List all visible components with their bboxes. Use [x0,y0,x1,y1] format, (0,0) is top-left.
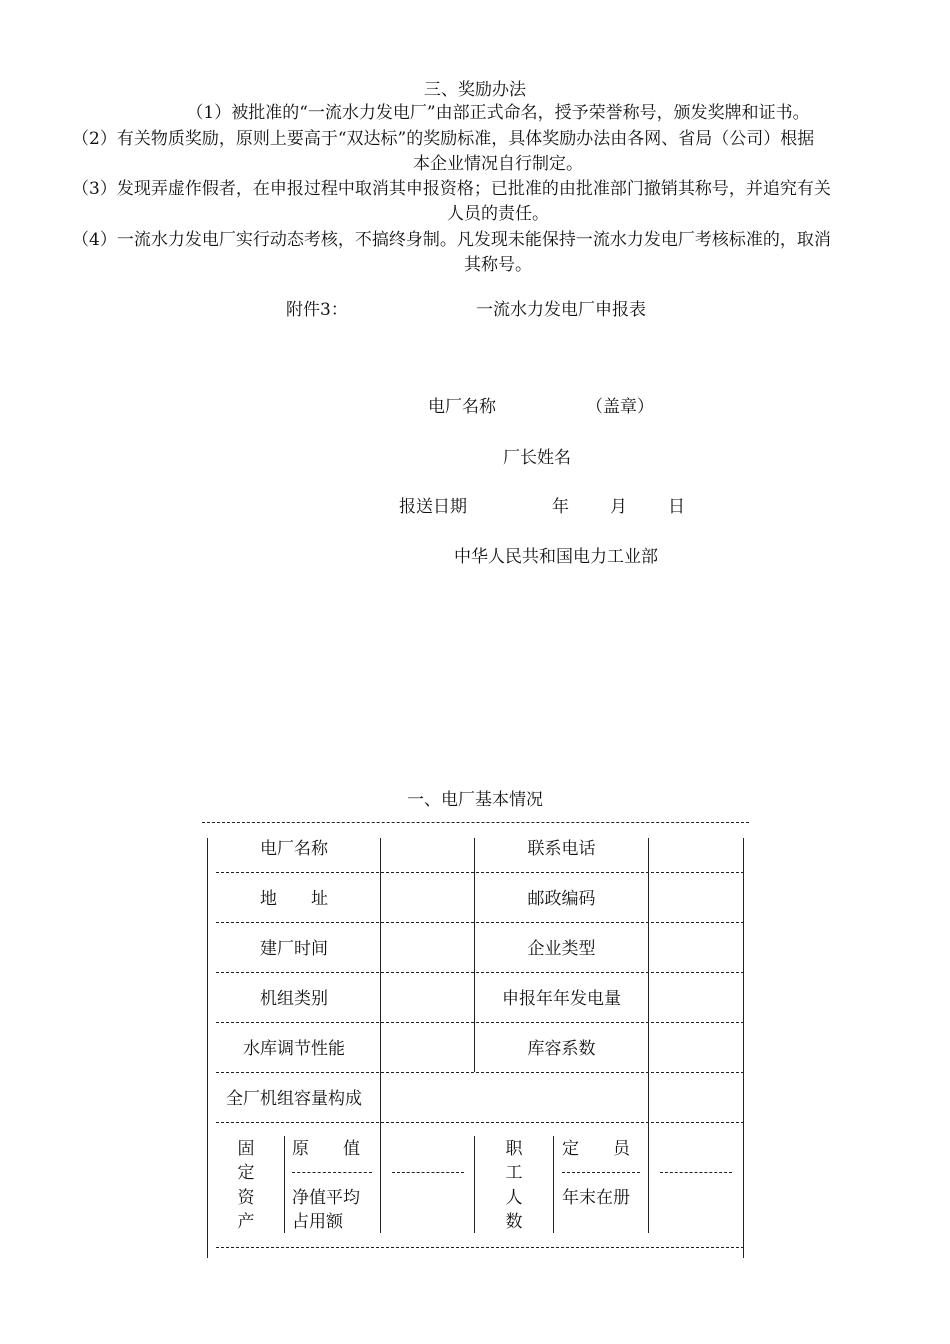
original-value-cell: 原 值 [292,1139,360,1159]
row-divider [216,922,744,923]
annual-generation-cell: 申报年年发电量 [502,989,621,1009]
year-label: 年 [552,497,569,517]
seal-label: （盖章） [586,397,654,417]
staff-char: 数 [505,1212,523,1232]
director-label: 厂长姓名 [503,448,571,468]
attachment-title: 一流水力发电厂申报表 [476,300,646,320]
col-divider [648,838,649,1233]
asset-divider [392,1172,464,1173]
staff-char: 人 [505,1188,523,1208]
fixed-assets-char: 定 [237,1163,255,1183]
attachment-label: 附件3： [286,300,348,320]
row-divider [216,1072,744,1073]
date-label: 报送日期 [399,497,467,517]
row-divider [216,1122,744,1123]
asset-divider [292,1172,372,1173]
staff-divider [562,1172,640,1173]
year-end-cell: 年末在册 [562,1188,630,1208]
phone-cell: 联系电话 [527,839,596,859]
section-heading: 三、奖励办法 [424,80,526,100]
staff-char: 工 [505,1163,523,1183]
table-title: 一、电厂基本情况 [407,790,543,810]
quota-cell: 定 员 [562,1139,630,1159]
staff-col-divider [553,1136,554,1233]
item-1 [72,101,924,126]
plant-name-cell: 电厂名称 [260,839,328,859]
enterprise-type-cell: 企业类型 [527,939,596,959]
col-divider [380,838,381,1233]
storage-coefficient-cell: 库容系数 [527,1039,596,1059]
item-2-text: （2）有关物质奖励，原则上要高于“双达标”的奖励标准，具体奖励办法由各网、省局（公司）根据 [72,129,815,149]
row-divider [216,972,744,973]
net-value-cell-line2: 占用额 [292,1212,343,1232]
table-bottom-border [216,1247,744,1248]
ministry-label: 中华人民共和国电力工业部 [454,547,658,567]
month-label: 月 [610,497,627,517]
row-divider [216,1022,744,1023]
day-label: 日 [668,497,685,517]
item-2-cont: 本企业情况自行制定。 [413,154,583,174]
staff-divider [660,1172,732,1173]
col-divider [474,1136,475,1233]
item-3-text: （3）发现弄虚作假者，在申报过程中取消其申报资格；已批准的由批准部门撤销其称号，并追究有关 [72,179,831,199]
item-2 [72,127,924,177]
asset-col-divider [284,1136,285,1233]
staff-char: 职 [505,1139,523,1159]
row-divider [216,872,744,873]
fixed-assets-char: 固 [237,1139,255,1159]
build-time-cell: 建厂时间 [260,939,328,959]
item-4-text: （4）一流水力发电厂实行动态考核，不搞终身制。凡发现未能保持一流水力发电厂考核标准的，取消 [72,230,831,250]
table-top-border [202,822,749,823]
fixed-assets-char: 产 [237,1212,255,1232]
item-4-cont: 其称号。 [464,255,532,275]
table-right-border [743,838,744,1258]
net-value-cell: 净值平均 [292,1188,360,1208]
reservoir-regulation-cell: 水库调节性能 [243,1039,345,1059]
plant-name-label: 电厂名称 [428,397,496,417]
item-3 [72,177,924,227]
unit-type-cell: 机组类别 [260,989,328,1009]
item-1-text: （1）被批准的“一流水力发电厂”由部正式命名，授予荣誉称号，颁发奖牌和证书。 [186,103,810,123]
fixed-assets-char: 资 [237,1188,255,1208]
address-cell: 地 址 [260,889,328,909]
capacity-composition-cell: 全厂机组容量构成 [226,1089,362,1109]
item-3-cont: 人员的责任。 [447,204,549,224]
item-4 [72,228,924,278]
postcode-cell: 邮政编码 [527,889,596,909]
